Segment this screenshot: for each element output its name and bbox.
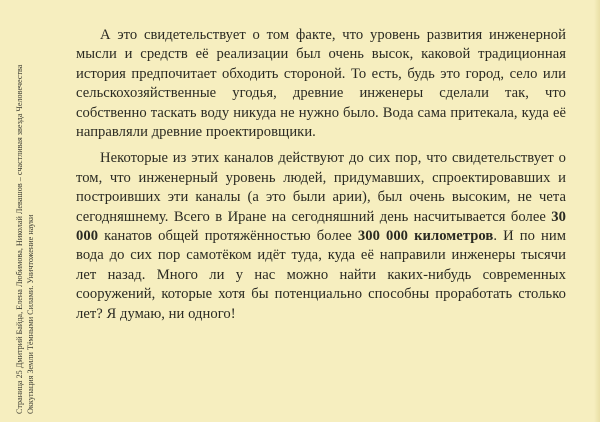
paragraph-2-part-1: Некоторые из этих каналов действуют до сих пор, что свидетельствует о том, что инженерный уровень людей, придумавших, спроектировавших и построивших эти каналы (а это были арии), был очень высоким, не чета сегодняшнему. Всего в Иране на сегодняшний день насчитывается более [76, 150, 566, 225]
paragraph-1: А это свидетельствует о том факте, что уровень развития инженерной мысли и средств её реализации был очень высок, каковой традиционная история предпочитает обходить стороной. То есть, будь это город, село или сельскохозяйственные угодья, древние инженеры сделали так, что собственно таскать воду никуда не нужно было. Вода сама притекала, куда её направляли древние проектировщики. [76, 27, 566, 141]
page-footer-sidebar [14, 14, 36, 414]
sidebar-line-1: Страница 25 Дмитрий Байда, Елена Любимова, Николай Левашов – счастливая звезда Человечества [15, 64, 24, 414]
page-edge-shadow [594, 0, 600, 422]
canals-count: 30 000 [76, 208, 566, 245]
paragraph-2-part-2: канатов общей протяжённостью более [98, 228, 358, 245]
main-text [76, 26, 566, 331]
paragraph-2 [76, 149, 566, 324]
paragraph-2-part-3: . И по ним вода до сих пор самотёком идёт туда, куда её направили инженеры тысячи лет назад. Много ли у нас можно найти каких-нибудь современных сооружений, которые хотя бы потенциально способны проработать столько лет? Я думаю, ни одного! [76, 228, 566, 322]
sidebar-line-2: Оккупация Земли Тёмными Силами. Уничтожение науки [26, 214, 35, 414]
canals-length: 300 000 километров [357, 228, 494, 245]
